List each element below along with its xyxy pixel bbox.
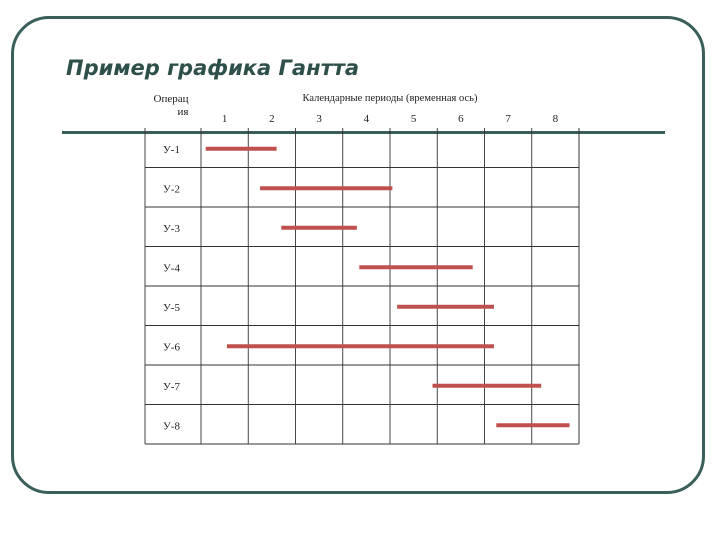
operation-header-line1: Операц (153, 93, 189, 105)
task-label: У-1 (163, 143, 180, 156)
period-labels (222, 113, 559, 125)
task-label: У-2 (163, 183, 180, 196)
period-label: 8 (552, 113, 559, 125)
period-label: 4 (363, 113, 370, 125)
task-bar (227, 344, 494, 348)
grid-lines (145, 128, 579, 444)
period-label: 7 (505, 113, 511, 125)
task-bar (206, 147, 277, 151)
task-labels (163, 144, 180, 433)
task-label: У-6 (163, 341, 180, 354)
task-bar (397, 305, 494, 309)
period-label: 5 (410, 113, 417, 125)
task-bar (281, 226, 357, 230)
task-label: У-7 (163, 380, 180, 393)
task-label: У-5 (163, 301, 180, 314)
periods-header: Календарные периоды (временная ось) (302, 93, 478, 104)
task-label: У-4 (163, 262, 180, 275)
task-bar (433, 384, 542, 388)
operation-header-line2: ия (177, 106, 189, 118)
task-bars (206, 147, 570, 428)
task-label: У-8 (163, 420, 180, 433)
period-label: 6 (458, 113, 464, 125)
task-bar (496, 423, 569, 427)
slide-title: Пример графика Гантта (66, 56, 360, 80)
period-label: 3 (316, 113, 322, 125)
task-bar (260, 186, 392, 190)
task-bar (359, 265, 472, 269)
period-label: 2 (269, 113, 275, 125)
task-label: У-3 (163, 222, 180, 235)
period-label: 1 (221, 113, 228, 125)
